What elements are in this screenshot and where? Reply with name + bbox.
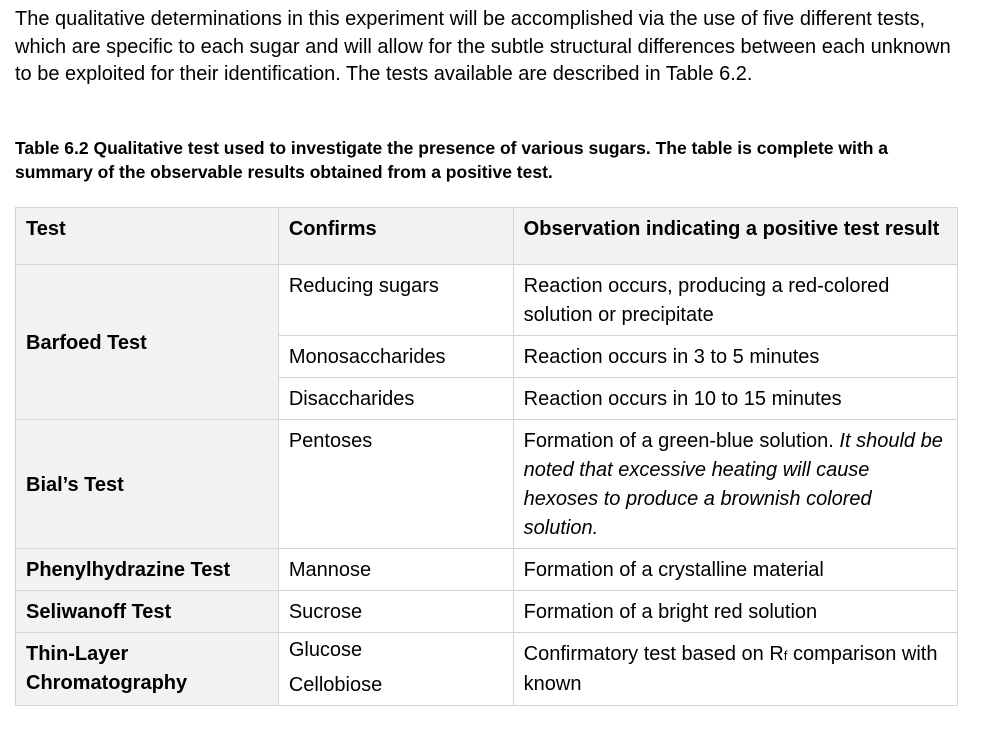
table-row xyxy=(16,420,958,549)
confirms-cell: Monosaccharides xyxy=(278,336,513,378)
observation-cell: Formation of a bright red solution xyxy=(513,591,957,633)
table-header-row xyxy=(16,208,958,265)
sugar-tests-table xyxy=(15,207,958,706)
confirms-cell: Reducing sugars xyxy=(278,265,513,336)
observation-cell: Formation of a crystalline material xyxy=(513,549,957,591)
header-test: Test xyxy=(16,208,279,265)
header-confirms: Confirms xyxy=(278,208,513,265)
confirms-item: Cellobiose xyxy=(288,674,383,696)
test-name-phenylhydrazine: Phenylhydrazine Test xyxy=(16,549,279,591)
test-name-seliwanoff: Seliwanoff Test xyxy=(16,591,279,633)
observation-post: comparison with known xyxy=(523,643,938,695)
observation-pre: Confirmatory test based on R xyxy=(523,643,784,665)
header-observation: Observation indicating a positive test result xyxy=(513,208,957,265)
intro-paragraph: The qualitative determinations in this experiment will be accomplished via the use of five different tests, which are specific to each sugar and will allow for the subtle structural differences between each unknown to be exploited for their identification. The tests available are described in Table 6.2. xyxy=(15,8,951,85)
confirms-cell: Pentoses xyxy=(278,420,513,549)
table-row xyxy=(16,633,958,706)
confirms-cell: Disaccharides xyxy=(278,378,513,420)
observation-main: Formation of a green-blue solution. xyxy=(523,430,840,452)
test-name-tlc: Thin-Layer Chromatography xyxy=(16,633,279,706)
test-name-bial: Bial’s Test xyxy=(16,420,279,549)
observation-cell xyxy=(513,633,957,706)
table-row xyxy=(16,591,958,633)
table-row xyxy=(16,265,958,336)
observation-cell: Reaction occurs, producing a red-colored solution or precipitate xyxy=(513,265,957,336)
table-row xyxy=(16,549,958,591)
confirms-cell xyxy=(278,633,513,706)
confirms-cell: Mannose xyxy=(278,549,513,591)
confirms-item: Glucose xyxy=(288,639,363,661)
table-caption: Table 6.2 Qualitative test used to investigate the presence of various sugars. The table is complete with a summary of the observable results obtained from a positive test. xyxy=(15,138,888,182)
observation-cell xyxy=(513,420,957,549)
test-name-barfoed: Barfoed Test xyxy=(16,265,279,420)
observation-cell: Reaction occurs in 10 to 15 minutes xyxy=(513,378,957,420)
observation-note: It should be noted that excessive heating will cause hexoses to produce a brownish colored solution. xyxy=(523,430,943,539)
rf-subscript: f xyxy=(783,648,788,663)
confirms-cell: Sucrose xyxy=(278,591,513,633)
observation-cell: Reaction occurs in 3 to 5 minutes xyxy=(513,336,957,378)
